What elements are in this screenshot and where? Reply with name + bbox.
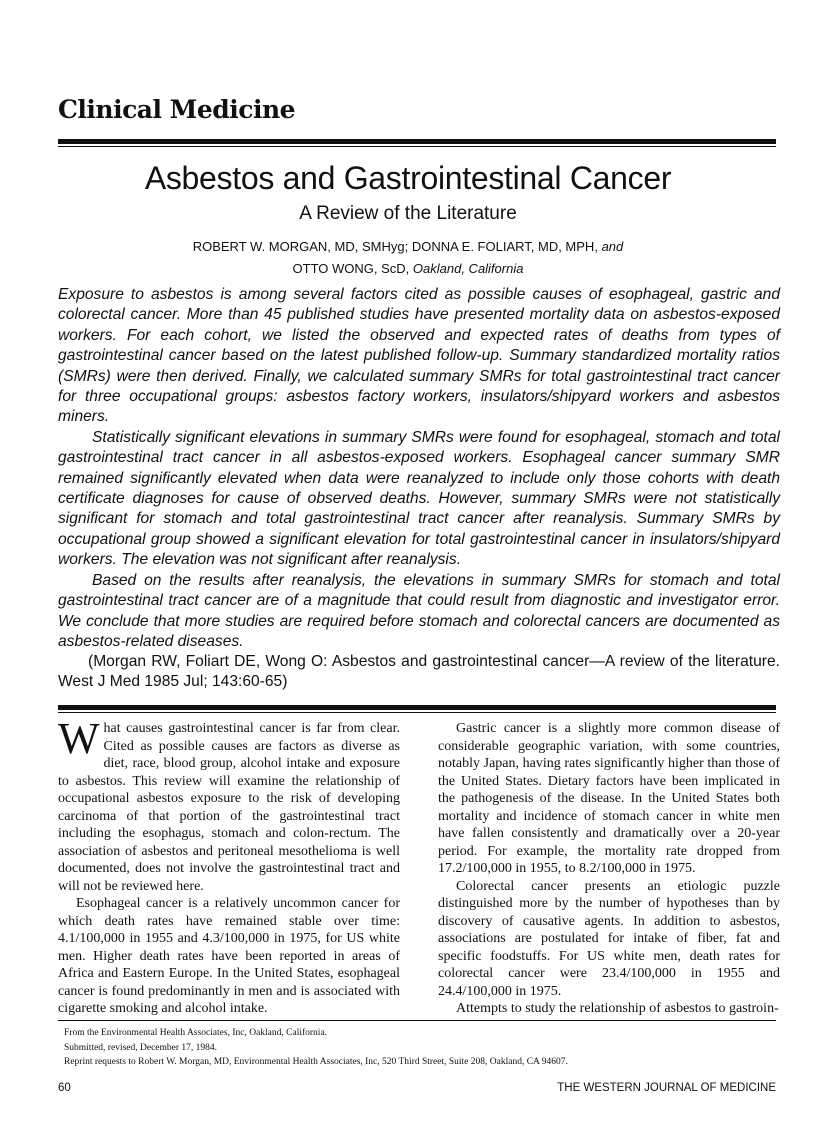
author-line-1: ROBERT W. MORGAN, MD, SMHyg; DONNA E. FOLIART, MD, MPH, and — [192, 239, 624, 254]
article-subtitle: A Review of the Literature — [299, 203, 517, 224]
author-line-2: OTTO WONG, ScD, Oakland, California — [292, 261, 524, 276]
body-paragraph: Esophageal cancer is a relatively uncommon cancer for which death rates have remained stable over time: 4.1/100,000 in 1955 and 4.3/100,000 in 1975, for US white men. Higher death rates have been reported in areas of Africa and Eastern Europe. In the United States, esophageal cancer is found predominantly in men and is associated with cigarette smoking and alcohol intake. — [58, 896, 400, 1016]
author-block — [0, 236, 816, 280]
body-paragraph: Attempts to study the relationship of asbestos to gastroin- — [456, 1001, 779, 1016]
section-heading: Clinical Medicine — [58, 95, 296, 124]
body-paragraph: Gastric cancer is a slightly more common disease of considerable geographic variation, with some countries, notably Japan, having rates significantly higher than those of the United States. Dietary factors have been implicated in the pathogenesis of the disease. In the United States both mortality and incidence of stomach cancer in white men have fallen consistently and dramatically over a 20-year period. For example, the mortality rate dropped from 17.2/100,000 in 1955, to 8.2/100,000 in 1975. — [438, 721, 780, 876]
drop-cap: W — [58, 714, 100, 763]
citation: (Morgan RW, Foliart DE, Wong O: Asbestos and gastrointestinal cancer—A review of the literature. West J Med 1985 Jul; 143:60-65) — [58, 653, 780, 691]
body-column-right — [438, 720, 780, 1018]
journal-name: THE WESTERN JOURNAL OF MEDICINE — [557, 1082, 776, 1094]
abstract — [58, 285, 780, 652]
footnote: Submitted, revised, December 17, 1984. — [64, 1042, 218, 1053]
abstract-paragraph: Based on the results after reanalysis, the elevations in summary SMRs for stomach and total gastrointestinal tract cancer are of a magnitude that could result from diagnostic and investigator error. We conclude that more studies are required before stomach and colorectal cancers are documented as asbestos-related diseases. — [58, 571, 780, 650]
footnote: From the Environmental Health Associates, Inc, Oakland, California. — [64, 1028, 328, 1038]
page-number: 60 — [58, 1082, 71, 1094]
body-paragraph: Colorectal cancer presents an etiologic puzzle distinguished more by the number of hypotheses than by discovery of causative agents. In addition to asbestos, associations are postulated for intake of fiber, fat and specific foodstuffs. For US white men, death rates for colorectal cancer were 23.4/100,000 in 1955 and 24.4/100,000 in 1975. — [438, 878, 780, 999]
header-rule — [58, 139, 776, 147]
body-column-left — [58, 714, 400, 1018]
footnotes — [64, 1026, 776, 1070]
footnote: Reprint requests to Robert W. Morgan, MD, Environmental Health Associates, Inc, 520 Third Street, Suite 208, Oakland, CA 94607. — [64, 1057, 568, 1067]
abstract-paragraph: Statistically significant elevations in summary SMRs were found for esophageal, stomach and total gastrointestinal tract cancer in all asbestos-exposed workers. Esophageal cancer summary SMR remained significantly elevated when data were reanalyzed to include only those cohorts with death certificate diagnoses for cause of observed deaths. However, summary SMRs were not statistically significant for stomach and total gastrointestinal tract cancer after reanalysis. Summary SMRs by occupational group showed a significant elevation for total gastrointestinal cancer in insulators/shipyard workers. The elevation was not significant after reanalysis. — [58, 428, 780, 569]
body-rule — [58, 705, 776, 713]
footnote-rule — [58, 1020, 776, 1021]
abstract-paragraph: Exposure to asbestos is among several factors cited as possible causes of esophageal, gastric and colorectal cancer. More than 45 published studies have presented mortality data on asbestos-exposed workers. For each cohort, we listed the observed and expected rates of deaths from types of gastrointestinal cancer based on the latest published follow-up. Summary standardized mortality ratios (SMRs) were then derived. Finally, we calculated summary SMRs for total gastrointestinal tract cancer for three occupational groups: asbestos factory workers, insulators/shipyard workers and asbestos miners. — [58, 286, 780, 426]
article-title: Asbestos and Gastrointestinal Cancer — [144, 160, 672, 196]
body-paragraph: What causes gastrointestinal cancer is far from clear. Cited as possible causes are factors as diverse as diet, race, blood group, alcohol intake and exposure to asbestos. This review will examine the relationship of occupational asbestos exposure to the risk of developing carcinoma of that portion of the gastrointestinal tract including the esophagus, stomach and colon-rectum. The association of asbestos and peritoneal mesothelioma is well documented, does not involve the gastrointestinal tract and will not be reviewed here. — [58, 714, 400, 894]
